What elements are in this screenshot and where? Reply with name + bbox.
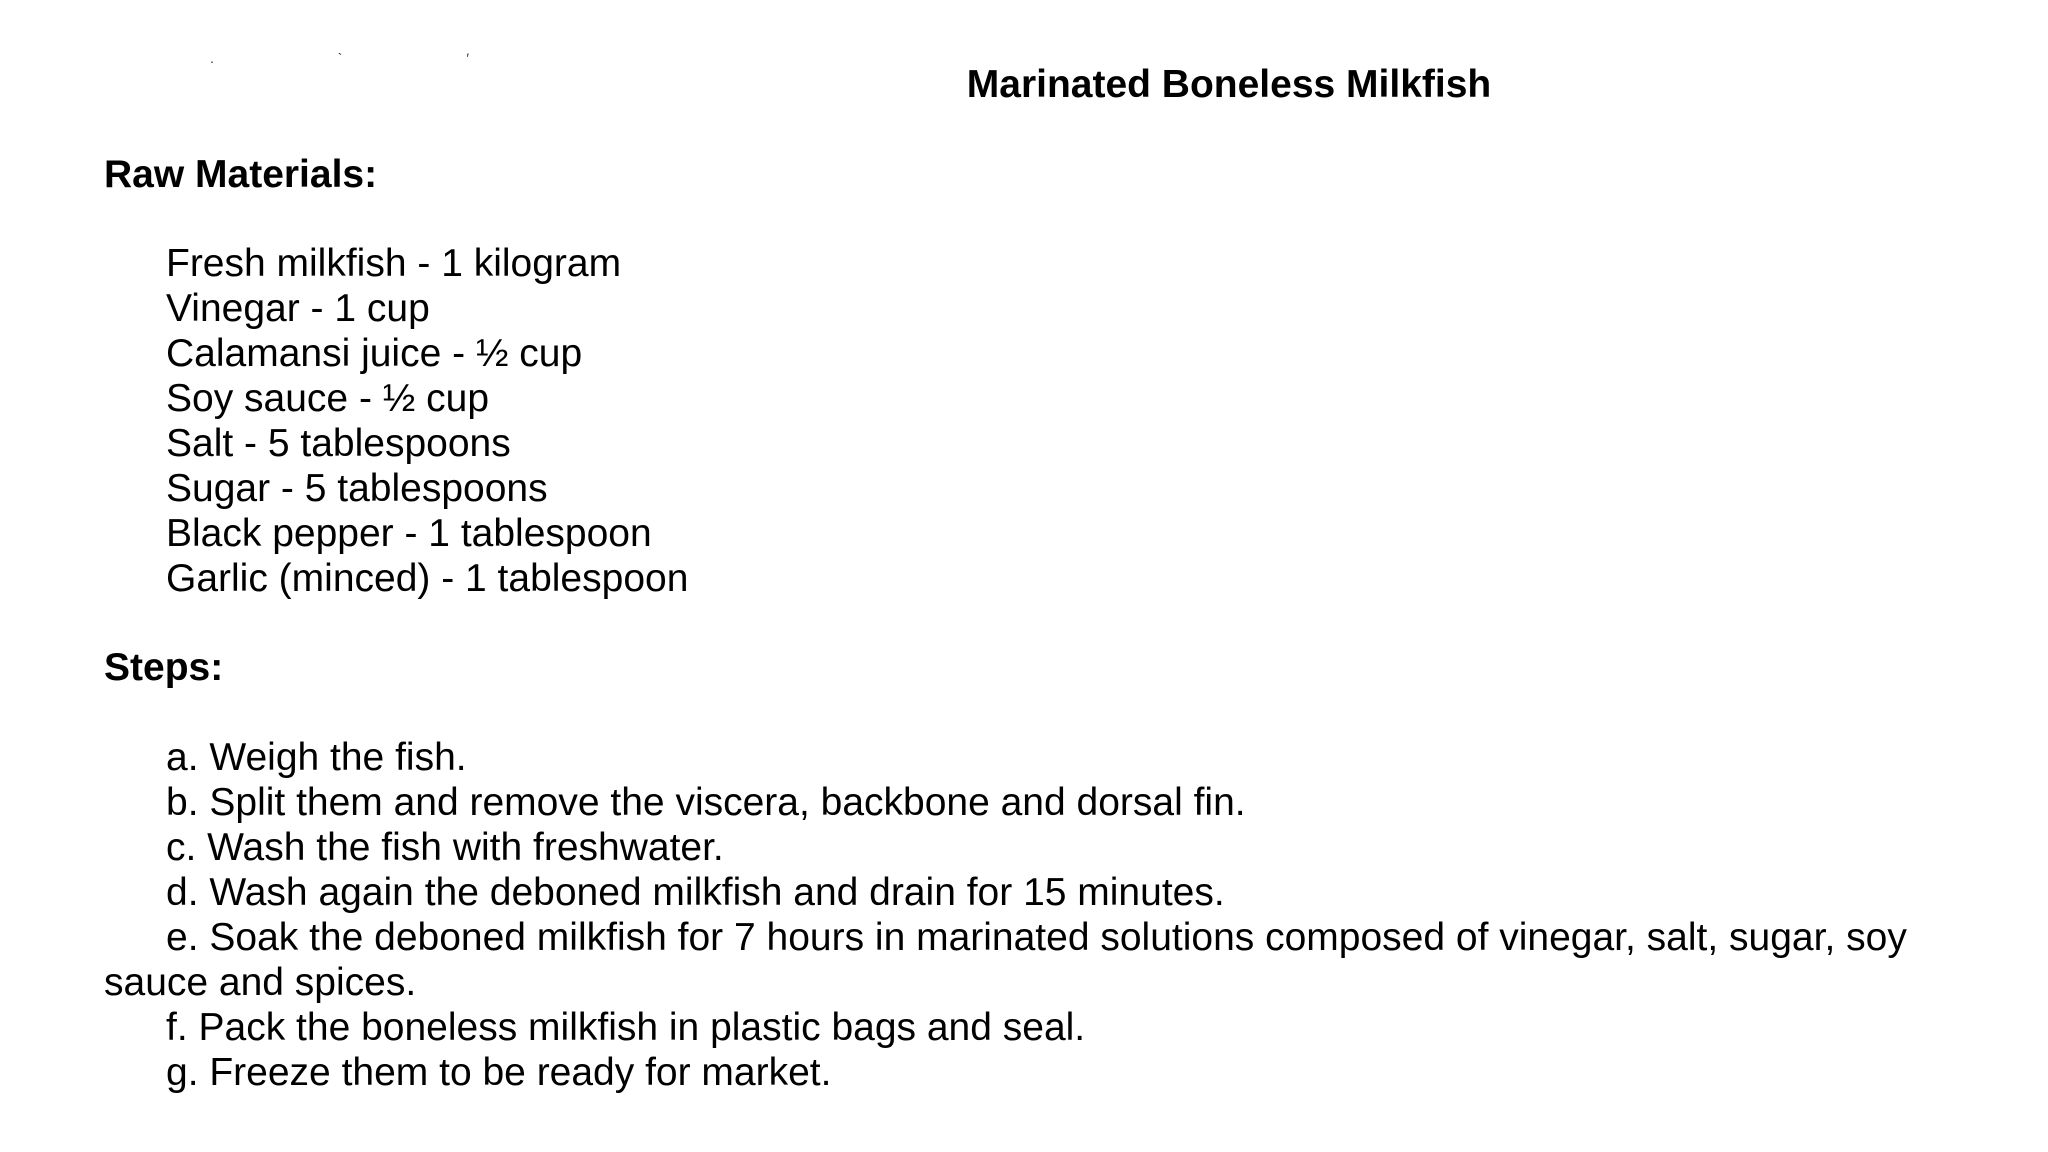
scan-artifact-marks: . ` ′ (210, 50, 529, 66)
steps-list (104, 735, 1984, 1095)
ingredient-item: Fresh milkfish - 1 kilogram (166, 242, 622, 285)
ingredient-item: Black pepper - 1 tablespoon (166, 512, 652, 555)
step-item: g. Freeze them to be ready for market. (166, 1051, 832, 1094)
step-item: f. Pack the boneless milkfish in plastic bags and seal. (166, 1006, 1086, 1049)
ingredient-item: Soy sauce - ½ cup (166, 377, 490, 420)
step-item: a. Weigh the fish. (166, 736, 467, 779)
step-item: c. Wash the fish with freshwater. (166, 826, 724, 869)
ingredients-list (104, 241, 1984, 601)
ingredient-item: Sugar - 5 tablespoons (166, 467, 548, 510)
ingredient-item: Vinegar - 1 cup (166, 287, 430, 330)
ingredient-item: Garlic (minced) - 1 tablespoon (166, 557, 689, 600)
step-item: e. Soak the deboned milkfish for 7 hours in marinated solutions composed of vinegar, salt, sugar, soy sauce and spices. (104, 916, 1907, 1004)
step-item: b. Split them and remove the viscera, backbone and dorsal fin. (166, 781, 1246, 824)
raw-materials-heading: Raw Materials: (104, 153, 378, 196)
steps-heading: Steps: (104, 646, 224, 689)
ingredient-item: Salt - 5 tablespoons (166, 422, 511, 465)
step-item: d. Wash again the deboned milkfish and drain for 15 minutes. (166, 871, 1225, 914)
ingredient-item: Calamansi juice - ½ cup (166, 332, 583, 375)
document-title: Marinated Boneless Milkfish (966, 63, 1492, 106)
